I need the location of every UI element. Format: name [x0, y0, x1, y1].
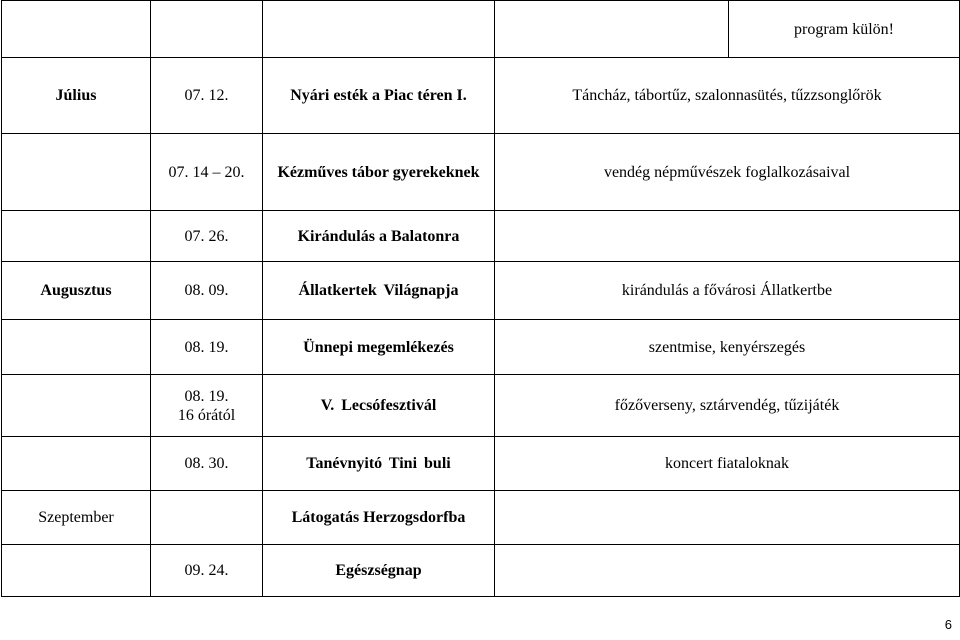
description-cell: Táncház, tábortűz, szalonnasütés, tűzzsonglőrök — [495, 58, 960, 134]
table-row — [2, 1, 960, 58]
table-row — [2, 437, 960, 491]
event-cell: Kirándulás a Balatonra — [263, 211, 495, 262]
month-cell: Szeptember — [2, 491, 151, 545]
date-cell — [151, 375, 263, 437]
date-cell: 07. 14 – 20. — [151, 134, 263, 211]
month-cell — [2, 211, 151, 262]
date-cell: 08. 30. — [151, 437, 263, 491]
month-cell — [2, 320, 151, 375]
month-cell — [2, 375, 151, 437]
date-time-line: 16 órától — [177, 406, 236, 424]
description-cell: vendég népművészek foglalkozásaival — [495, 134, 960, 211]
month-cell — [2, 134, 151, 211]
table-row — [2, 262, 960, 320]
table-row — [2, 211, 960, 262]
description-cell: főzőverseny, sztárvendég, tűzijáték — [495, 375, 960, 437]
date-line: 08. 19. — [184, 387, 229, 405]
event-cell: V. Lecsófesztivál — [263, 375, 495, 437]
table-row — [2, 375, 960, 437]
table-row — [2, 491, 960, 545]
date-cell: 08. 09. — [151, 262, 263, 320]
month-cell: Augusztus — [2, 262, 151, 320]
table-row — [2, 545, 960, 597]
table-row — [2, 134, 960, 211]
event-cell: Ünnepi megemlékezés — [263, 320, 495, 375]
table-row — [2, 320, 960, 375]
date-cell: 07. 12. — [151, 58, 263, 134]
event-cell: Kézműves tábor gyerekeknek — [263, 134, 495, 211]
description-cell: szentmise, kenyérszegés — [495, 320, 960, 375]
description-cell — [495, 491, 960, 545]
program-note: program külön! — [729, 1, 960, 58]
event-cell: Tanévnyitó Tini buli — [263, 437, 495, 491]
date-cell: 09. 24. — [151, 545, 263, 597]
month-cell: Július — [2, 58, 151, 134]
description-cell — [495, 211, 960, 262]
event-cell: Nyári esték a Piac téren I. — [263, 58, 495, 134]
schedule-table — [1, 0, 960, 597]
date-cell — [151, 491, 263, 545]
event-cell: Látogatás Herzogsdorfba — [263, 491, 495, 545]
description-cell — [495, 545, 960, 597]
description-cell: kirándulás a fővárosi Állatkertbe — [495, 262, 960, 320]
page-number: 6 — [944, 617, 952, 632]
date-cell: 08. 19. — [151, 320, 263, 375]
month-cell — [2, 437, 151, 491]
event-cell: Állatkertek Világnapja — [263, 262, 495, 320]
event-cell: Egészségnap — [263, 545, 495, 597]
month-cell — [2, 545, 151, 597]
date-cell: 07. 26. — [151, 211, 263, 262]
description-cell: koncert fiataloknak — [495, 437, 960, 491]
table-row — [2, 58, 960, 134]
